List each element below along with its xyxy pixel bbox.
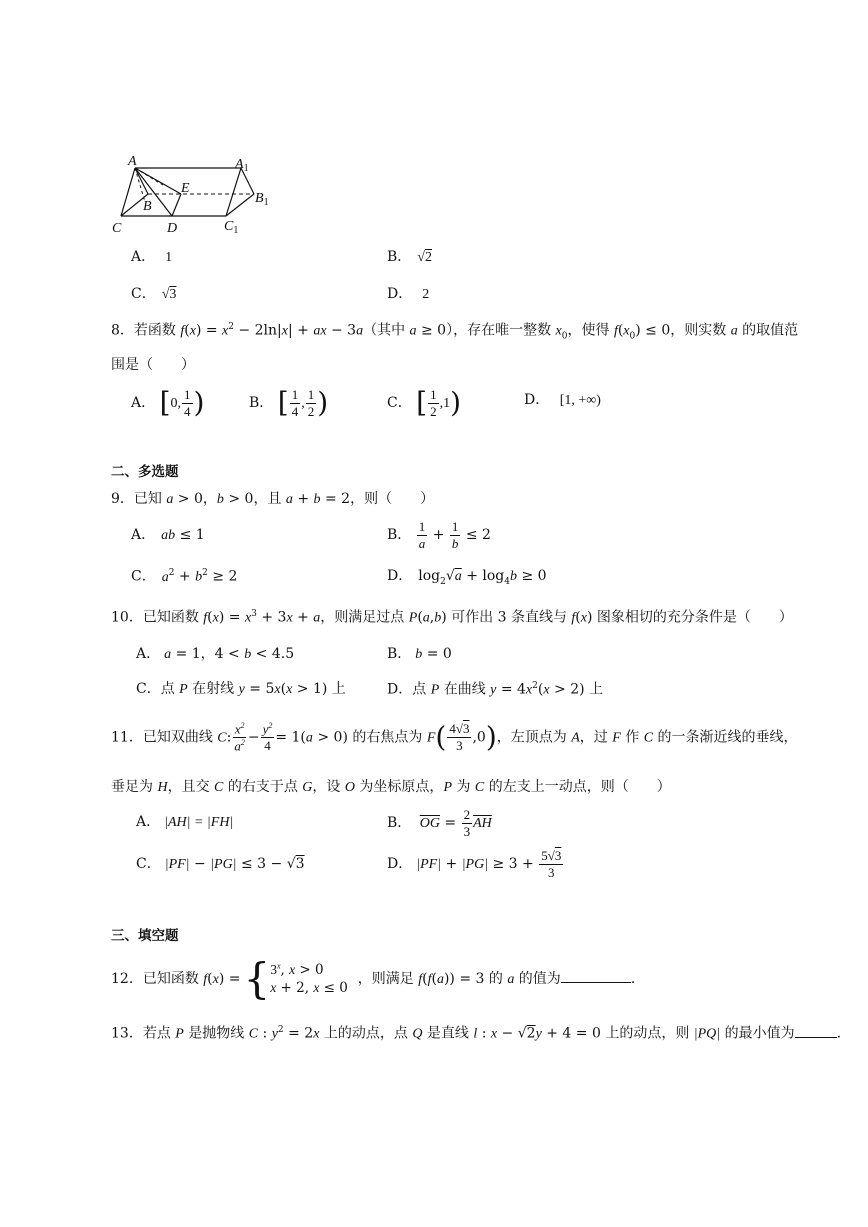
q8-stem-line1: 8．若函数 $f(x) = x^2 - 2\ln|x|$ + ax − 3a（其中 a ≥ 0），存在唯一整数 $x_0$，使得 $f(x_0) \le 0$，则实数 a 的取值范 [111, 322, 799, 342]
q11-option-d[interactable]: D． |PF| + |PG| ≥ 3 + $\frac{5√3}{3}$ [387, 848, 562, 880]
q7-option-c[interactable]: C． √3 [131, 286, 177, 302]
q12-stem: 12．已知函数 f(x) = { 3$^x$, x > 0 x + 2, x ≤ 0 ，则满足 f(f(a)) = 3 的 a 的值为 . [111, 954, 636, 1003]
prism-figure [108, 150, 288, 240]
q11-option-b[interactable]: B． $\overline{OG}$ = $\frac{2}{3}$ $\overline{AH}$ [387, 807, 492, 839]
q13-stem: 13．若点 P 是抛物线 C : $y^2 = 2x$ 上的动点，点 Q 是直线 l : x − √2y + 4 = 0 上的动点，则 |PQ| 的最小值为 . [111, 1025, 842, 1042]
q7-option-d[interactable]: D． 2 [387, 286, 430, 302]
q10-option-c[interactable]: C．点 P 在射线 y = 5x(x > 1) 上 [136, 681, 346, 697]
q9-stem: 9．已知 a > 0，b > 0，且 a + b = 2，则（ ） [111, 491, 435, 507]
q9-option-b[interactable]: B． $\frac{1}{a}$ + $\frac{1}{b}$ ≤ 2 [387, 519, 491, 551]
q10-option-b[interactable]: B． b = 0 [387, 646, 452, 662]
q7-option-a[interactable]: A． 1 [131, 249, 173, 265]
q8-option-d[interactable]: D． [1, +∞) [524, 392, 601, 408]
q11-option-c[interactable]: C． |PF| − |PG| ≤ 3 − √3 [136, 856, 305, 872]
q10-option-a[interactable]: A． a = 1，4 < b < 4.5 [136, 646, 295, 662]
label-E: E [181, 181, 190, 196]
q12-answer-blank[interactable] [561, 982, 631, 983]
label-D: D [167, 221, 178, 236]
label-A1: $A_1$ [235, 157, 249, 174]
q9-option-a[interactable]: A． ab ≤ 1 [131, 527, 205, 543]
section-title-multi-choice: 二、多选题 [111, 464, 179, 480]
q8-stem-line2: 围是（ ） [111, 357, 195, 373]
q8-option-b[interactable]: B． [ $\frac{1}{4}$ , $\frac{1}{2}$ ) [249, 386, 329, 420]
q8-option-c[interactable]: C． [ $\frac{1}{2}$ ,1) [387, 386, 462, 420]
q10-stem: 10．已知函数 $f(x) = x^3 + 3x + a$，则满足过点 P(a,b) 可作出 3 条直线与 f(x) 图象相切的充分条件是（ ） [111, 609, 793, 626]
q7-option-b[interactable]: B． √2 [387, 249, 432, 265]
q11-stem-line1: 11．已知双曲线 C: $\frac{x^2}{a^2}$ − $\frac{y^2}{4}$ = 1(a > 0) 的右焦点为 F( $\frac{4√3}{3}$ ,0)，左顶点为 A，过 F 作 C 的一条渐近线的垂线， [111, 720, 798, 754]
q13-answer-blank[interactable] [795, 1037, 837, 1038]
q11-stem-line2: 垂足为 H，且交 C 的右支于点 G，设 O 为坐标原点，P 为 C 的左支上一动点，则（ ） [111, 779, 671, 795]
q9-option-d[interactable]: D． $\log_2√a + \log_4b \ge 0$ [387, 568, 547, 587]
q8-option-a[interactable]: A． [0, $\frac{1}{4}$ ) [131, 386, 205, 420]
label-C1: $C_1$ [224, 219, 239, 236]
section-title-fill-blank: 三、填空题 [111, 928, 179, 944]
q11-option-a[interactable]: A． |AH| = |FH| [136, 814, 234, 830]
q9-option-c[interactable]: C． $a^2 + b^2 \ge 2$ [131, 568, 238, 585]
label-B1: $B_1$ [255, 191, 269, 208]
label-A: A [128, 154, 137, 169]
q10-option-d[interactable]: D．点 P 在曲线 $y = 4x^2(x > 2)$ 上 [387, 681, 604, 698]
label-B: B [143, 199, 152, 214]
label-C: C [112, 221, 122, 236]
